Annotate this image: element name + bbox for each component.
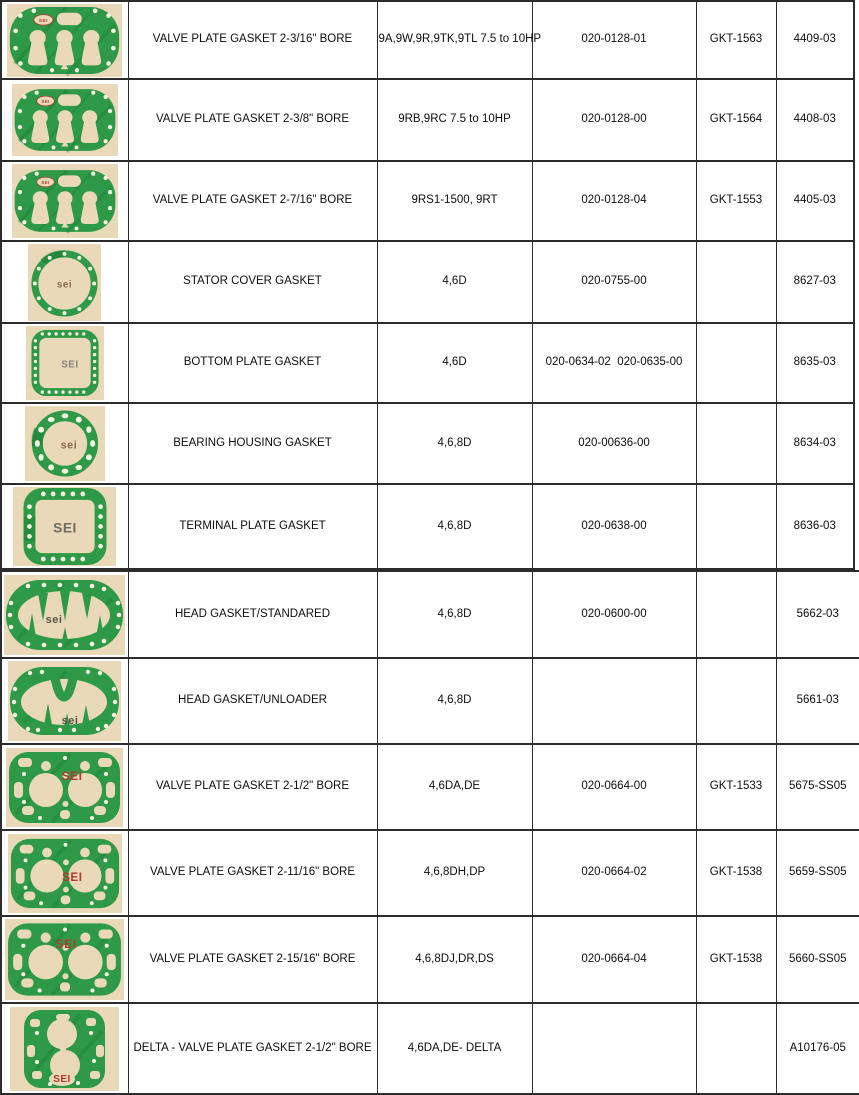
gkt-number-cell bbox=[696, 571, 776, 658]
part-number-cell: 020-0664-02 bbox=[532, 830, 696, 916]
item-number-cell: 8635-03 bbox=[776, 323, 854, 403]
gasket-photo-cell bbox=[1, 161, 128, 241]
gkt-number-cell bbox=[696, 323, 776, 403]
gasket-photo-cell bbox=[1, 1003, 128, 1094]
table-row bbox=[1, 571, 859, 658]
gkt-number-cell bbox=[696, 658, 776, 744]
part-number-cell: 020-0128-04 bbox=[532, 161, 696, 241]
gkt-number-cell bbox=[696, 403, 776, 484]
svg-text:SEI: SEI bbox=[60, 359, 79, 371]
gasket-parts-table-lower bbox=[0, 570, 859, 1095]
models-cell: 4,6,8DH,DP bbox=[377, 830, 532, 916]
gasket-photo-cell bbox=[1, 1, 128, 79]
description-cell: VALVE PLATE GASKET 2-1/2" BORE bbox=[128, 744, 377, 830]
part-number-cell bbox=[532, 1003, 696, 1094]
item-number-cell: 8636-03 bbox=[776, 484, 854, 569]
models-cell: 4,6,8D bbox=[377, 571, 532, 658]
part-number-cell: 020-0664-04 bbox=[532, 916, 696, 1003]
gkt-number-cell: GKT-1538 bbox=[696, 830, 776, 916]
description-cell: TERMINAL PLATE GASKET bbox=[128, 484, 377, 569]
models-cell: 4,6,8DJ,DR,DS bbox=[377, 916, 532, 1003]
table-row bbox=[1, 79, 854, 161]
table-row bbox=[1, 830, 859, 916]
part-number-cell: 020-0638-00 bbox=[532, 484, 696, 569]
gkt-number-cell bbox=[696, 484, 776, 569]
models-cell: 9RS1-1500, 9RT bbox=[377, 161, 532, 241]
description-cell: BEARING HOUSING GASKET bbox=[128, 403, 377, 484]
item-number-cell: 5675-SS05 bbox=[776, 744, 859, 830]
gasket-photo-cell bbox=[1, 830, 128, 916]
svg-text:SEI: SEI bbox=[61, 768, 83, 783]
table-row bbox=[1, 161, 854, 241]
item-number-cell: 8634-03 bbox=[776, 403, 854, 484]
part-number-cell: 020-0664-00 bbox=[532, 744, 696, 830]
gasket-photo-valve-plate bbox=[8, 834, 122, 913]
svg-text:sei: sei bbox=[45, 613, 63, 626]
description-cell: HEAD GASKET/UNLOADER bbox=[128, 658, 377, 744]
gasket-photo-stator-cover bbox=[28, 244, 101, 321]
models-cell: 4,6DA,DE bbox=[377, 744, 532, 830]
description-cell: VALVE PLATE GASKET 2-3/16" BORE bbox=[128, 1, 377, 79]
item-number-cell: 5662-03 bbox=[776, 571, 859, 658]
item-number-cell: 5661-03 bbox=[776, 658, 859, 744]
gkt-number-cell: GKT-1553 bbox=[696, 161, 776, 241]
models-cell: 4,6DA,DE- DELTA bbox=[377, 1003, 532, 1094]
gasket-photo-valve-plate bbox=[6, 748, 123, 827]
gkt-number-cell bbox=[696, 1003, 776, 1094]
svg-text:SEI: SEI bbox=[53, 519, 78, 536]
gasket-photo-cell bbox=[1, 484, 128, 569]
gasket-photo-head-gasket-unloader bbox=[8, 661, 121, 741]
item-number-cell: 8627-03 bbox=[776, 241, 854, 323]
description-cell: BOTTOM PLATE GASKET bbox=[128, 323, 377, 403]
item-number-cell: A10176-05 bbox=[776, 1003, 859, 1094]
gasket-photo-bearing-housing bbox=[25, 406, 105, 481]
svg-text:SEI: SEI bbox=[41, 98, 50, 104]
gasket-photo-cell bbox=[1, 241, 128, 323]
gasket-photo-cell bbox=[1, 916, 128, 1003]
description-cell: STATOR COVER GASKET bbox=[128, 241, 377, 323]
gkt-number-cell: GKT-1564 bbox=[696, 79, 776, 161]
table-row bbox=[1, 323, 854, 403]
description-cell: VALVE PLATE GASKET 2-15/16" BORE bbox=[128, 916, 377, 1003]
table-row bbox=[1, 658, 859, 744]
part-number-cell bbox=[532, 658, 696, 744]
svg-text:SEI: SEI bbox=[61, 870, 83, 884]
gkt-number-cell: GKT-1533 bbox=[696, 744, 776, 830]
gkt-number-cell: GKT-1563 bbox=[696, 1, 776, 79]
gasket-photo-head-gasket bbox=[4, 575, 125, 655]
item-number-cell: 4409-03 bbox=[776, 1, 854, 79]
gasket-photo-valve-plate bbox=[12, 164, 118, 238]
description-cell: VALVE PLATE GASKET 2-7/16" BORE bbox=[128, 161, 377, 241]
description-cell: VALVE PLATE GASKET 2-11/16" BORE bbox=[128, 830, 377, 916]
models-cell: 4,6,8D bbox=[377, 658, 532, 744]
gasket-photo-valve-plate bbox=[5, 919, 124, 1000]
item-number-cell: 5660-SS05 bbox=[776, 916, 859, 1003]
gasket-photo-terminal-plate bbox=[13, 487, 116, 566]
svg-text:SEI: SEI bbox=[53, 1073, 72, 1085]
gasket-photo-cell bbox=[1, 323, 128, 403]
gasket-photo-valve-plate bbox=[7, 4, 122, 77]
item-number-cell: 4405-03 bbox=[776, 161, 854, 241]
part-number-cell: 020-0600-00 bbox=[532, 571, 696, 658]
gasket-photo-cell bbox=[1, 658, 128, 744]
svg-text:sei: sei bbox=[60, 439, 77, 452]
gasket-photo-cell bbox=[1, 403, 128, 484]
models-cell: 4,6,8D bbox=[377, 484, 532, 569]
gasket-photo-valve-plate bbox=[12, 84, 118, 156]
item-number-cell: 5659-SS05 bbox=[776, 830, 859, 916]
table-row bbox=[1, 744, 859, 830]
part-number-cell: 020-0755-00 bbox=[532, 241, 696, 323]
models-cell: 4,6D bbox=[377, 323, 532, 403]
gasket-photo-bottom-plate bbox=[26, 326, 104, 400]
table-row bbox=[1, 916, 859, 1003]
part-number-cell: 020-0128-01 bbox=[532, 1, 696, 79]
gasket-photo-cell bbox=[1, 744, 128, 830]
gkt-number-cell: GKT-1538 bbox=[696, 916, 776, 1003]
table-row bbox=[1, 241, 854, 323]
models-cell: 9RB,9RC 7.5 to 10HP bbox=[377, 79, 532, 161]
description-cell: VALVE PLATE GASKET 2-3/8" BORE bbox=[128, 79, 377, 161]
gasket-photo-cell bbox=[1, 571, 128, 658]
models-cell: 9A,9W,9R,9TK,9TL 7.5 to 10HP bbox=[377, 1, 532, 79]
part-number-cell: 020-0128-00 bbox=[532, 79, 696, 161]
table-row bbox=[1, 484, 854, 569]
models-cell: 4,6D bbox=[377, 241, 532, 323]
gasket-photo-cell bbox=[1, 79, 128, 161]
table-row bbox=[1, 1003, 859, 1094]
svg-text:sei: sei bbox=[61, 715, 79, 727]
description-cell: DELTA - VALVE PLATE GASKET 2-1/2" BORE bbox=[128, 1003, 377, 1094]
part-number-cell: 020-00636-00 bbox=[532, 403, 696, 484]
gasket-photo-delta-valve-plate bbox=[10, 1007, 119, 1091]
models-cell: 4,6,8D bbox=[377, 403, 532, 484]
svg-text:SEI: SEI bbox=[55, 936, 77, 951]
svg-text:sei: sei bbox=[57, 278, 73, 290]
part-number-cell: 020-0634-02 020-0635-00 bbox=[532, 323, 696, 403]
gkt-number-cell bbox=[696, 241, 776, 323]
svg-text:SEI: SEI bbox=[39, 18, 49, 24]
table-row bbox=[1, 1, 854, 79]
table-row bbox=[1, 403, 854, 484]
item-number-cell: 4408-03 bbox=[776, 79, 854, 161]
svg-text:SEI: SEI bbox=[41, 179, 50, 185]
description-cell: HEAD GASKET/STANDARED bbox=[128, 571, 377, 658]
